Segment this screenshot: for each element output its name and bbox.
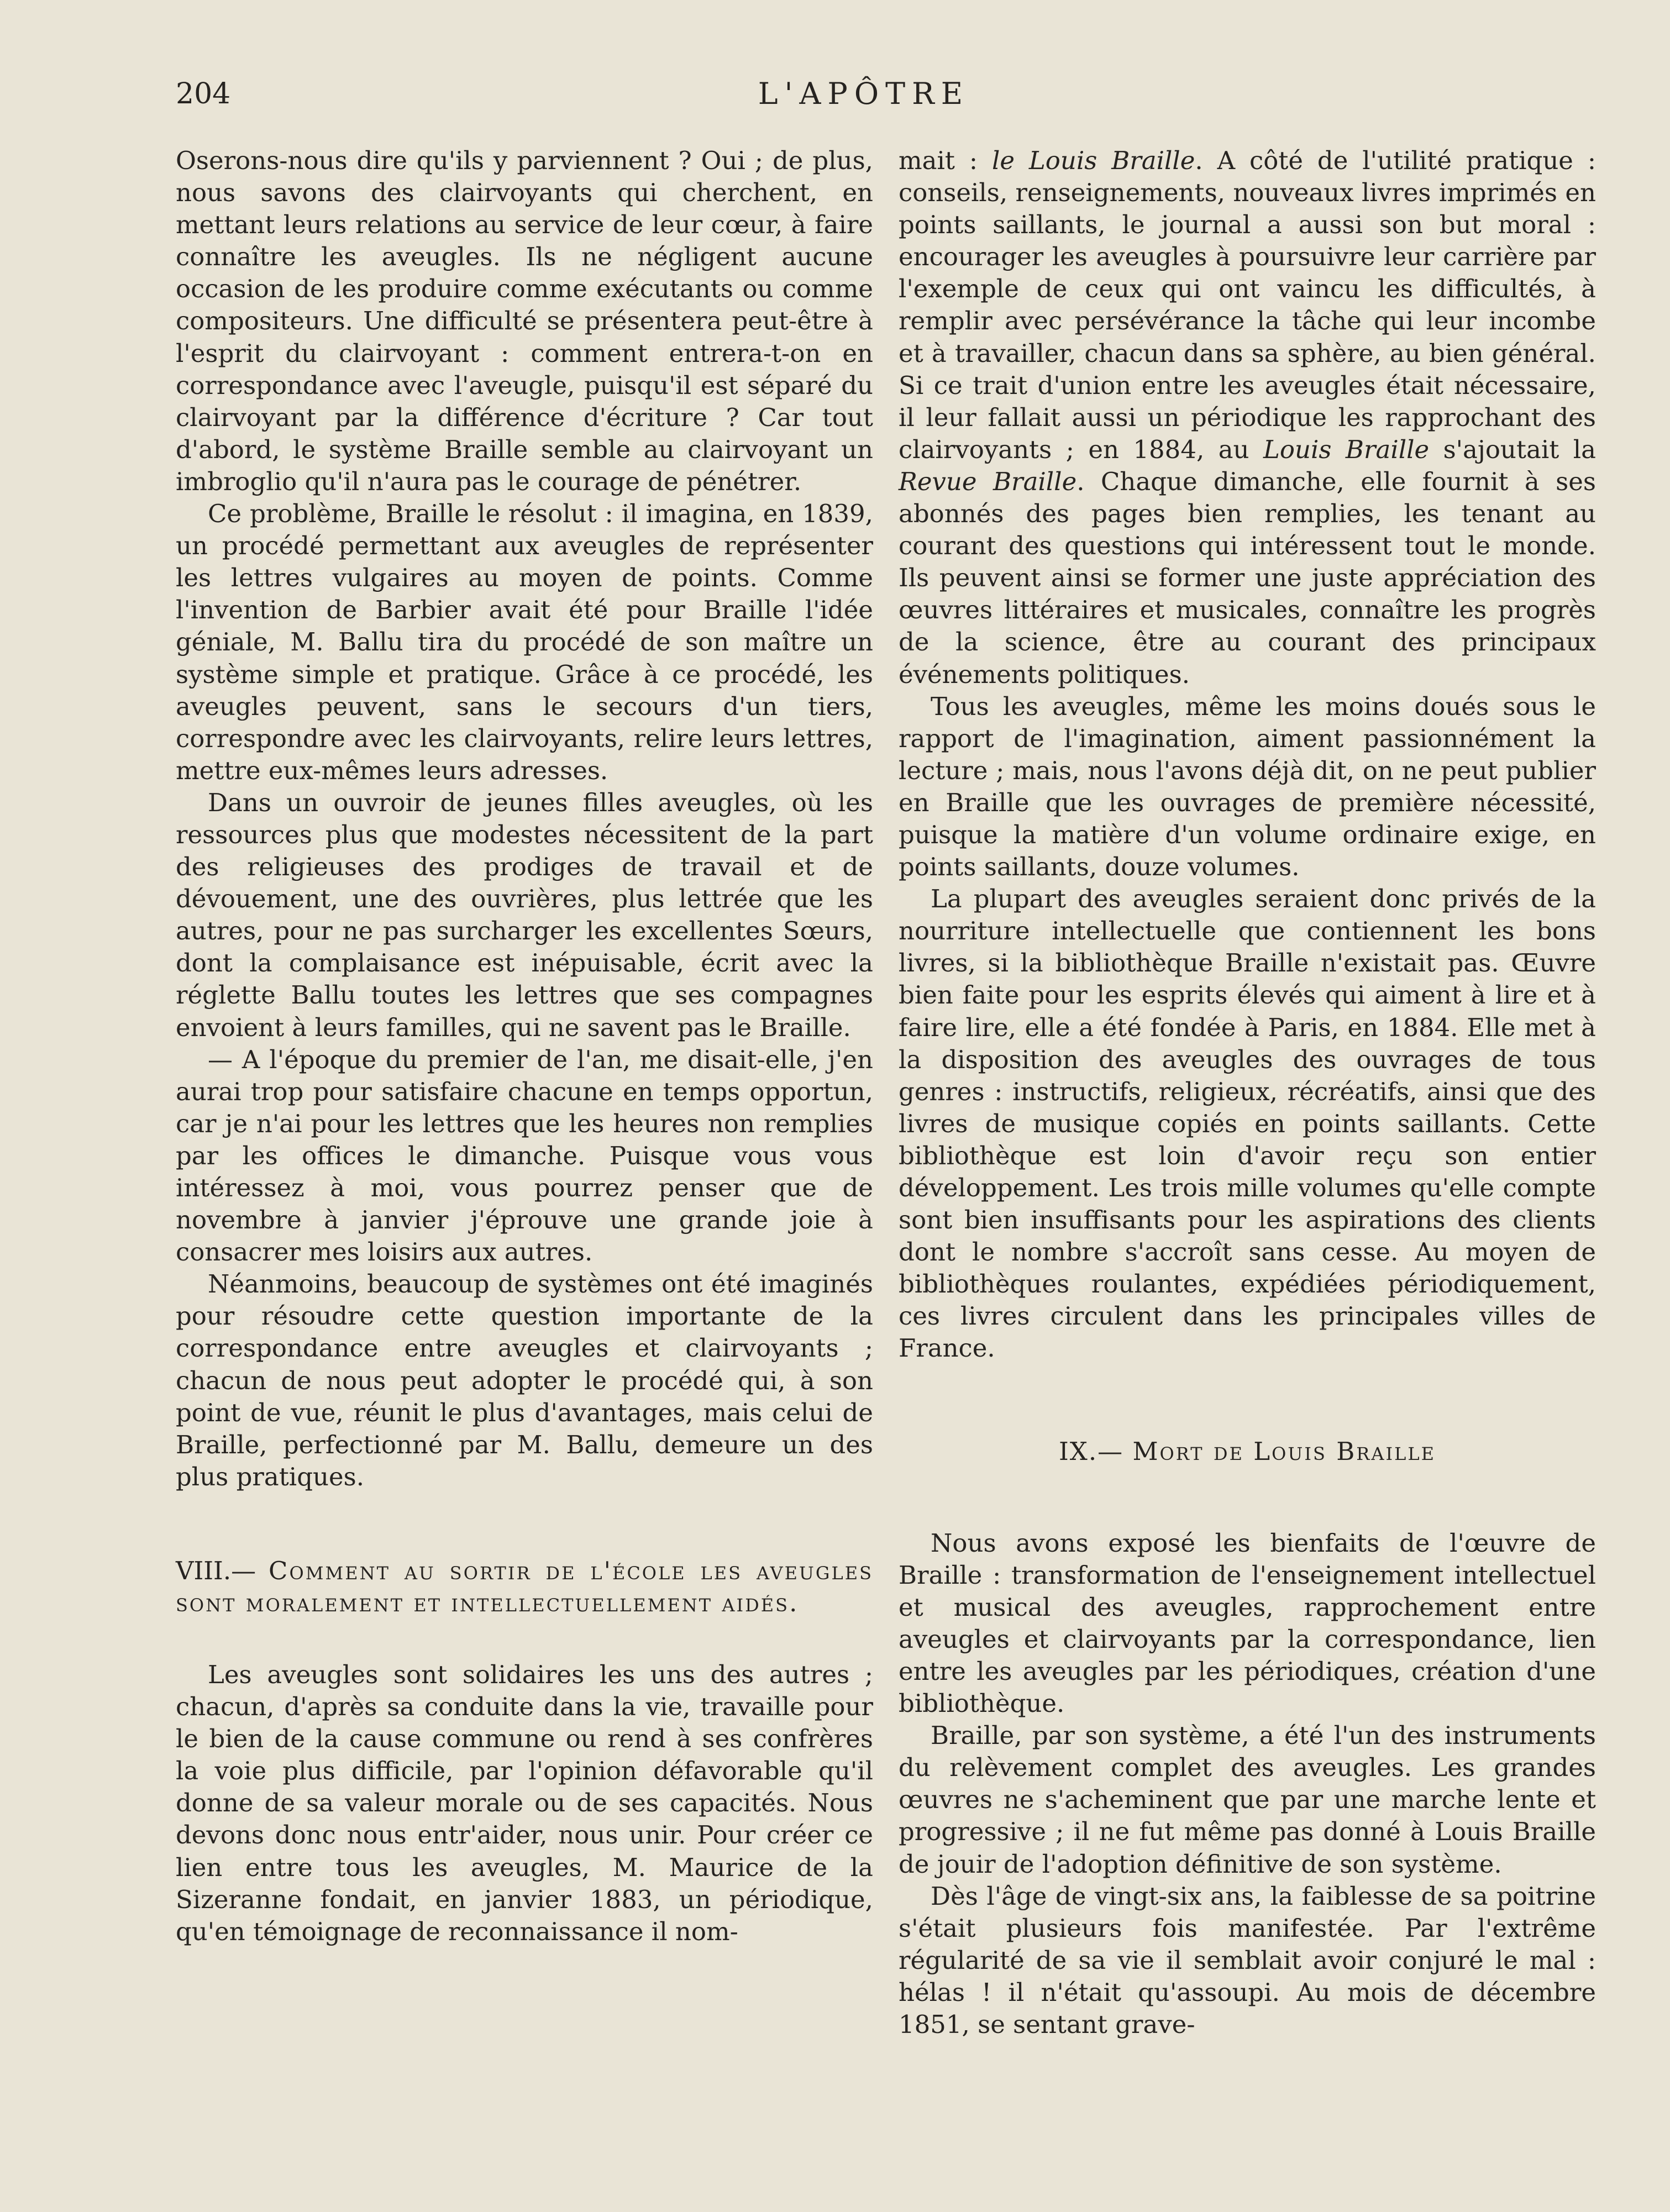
right-column bbox=[899, 145, 1596, 2041]
page-header bbox=[176, 66, 1552, 122]
paragraph: La plupart des aveugles seraient donc privés de la nourriture intellectuelle que contiennent les bons livres, si la bibliothèque Braille n'existait pas. Œuvre bien faite pour les esprits élevés qui aiment à lire et à faire lire, elle a été fondée à Paris, en 1884. Elle met à la disposition des aveugles des ouvrages de tous genres : instructifs, religieux, récréatifs, ainsi que des livres de musique copiés en points saillants. Cette bibliothèque est loin d'avoir reçu son entier développement. Les trois mille volumes qu'elle compte sont bien insuffisants pour les aspirations des clients dont le nombre s'accroît sans cesse. Au moyen de bibliothèques roulantes, expédiées périodiquement, ces livres circulent dans les principales villes de France. bbox=[899, 884, 1596, 1363]
section-number: IX.— bbox=[1059, 1436, 1133, 1466]
journal-title: Louis Braille bbox=[1263, 434, 1430, 464]
page-number: 204 bbox=[176, 77, 231, 111]
journal-title: le Louis Braille bbox=[991, 146, 1195, 175]
paragraph: Les aveugles sont solidaires les uns des autres ; chacun, d'après sa conduite dans la vie, travaille pour le bien de la cause commune ou rend à ses confrères la voie plus difficile, par l'opinion défavorable qu'il donne de sa valeur morale ou de ses capacités. Nous devons donc nous entr'aider, nous unir. Pour créer ce lien entre tous les aveugles, M. Maurice de la Sizeranne fondait, en janvier 1883, un périodique, qu'en témoignage de reconnaissance il nom- bbox=[176, 1659, 873, 1946]
text-run: . Chaque dimanche, elle fournit à ses abonnés des pages bien remplies, les tenant au courant des questions qui intéressent tout le monde. Ils peuvent ainsi se former une juste appréciation des œuvres littéraires et musicales, connaître les progrès de la science, être au courant des principaux événements politiques. bbox=[899, 466, 1596, 689]
journal-title: Revue Braille bbox=[899, 466, 1077, 496]
text-run: mait : bbox=[899, 146, 992, 175]
paragraph: Oserons-nous dire qu'ils y parviennent ? Oui ; de plus, nous savons des clairvoyants qui cherchent, en mettant leurs relations au service de leur cœur, à faire connaître les aveugles. Ils ne négligent aucune occasion de les produire comme exécutants ou comme compositeurs. Une difficulté se présentera peut-être à l'esprit du clairvoyant : comment entrera-t-on en correspondance avec l'aveugle, puisqu'il est séparé du clairvoyant par la différence d'écriture ? Car tout d'abord, le système Braille semble au clairvoyant un imbroglio qu'il n'aura pas le courage de pénétrer. bbox=[176, 146, 873, 496]
paragraph bbox=[899, 145, 1596, 691]
section-heading-ix bbox=[899, 1436, 1596, 1468]
paragraph: Néanmoins, beaucoup de systèmes ont été imaginés pour résoudre cette question importante de la correspondance entre aveugles et clairvoyants ; chacun de nous peut adopter le procédé qui, à son point de vue, réunit le plus d'avantages, mais celui de Braille, perfectionné par M. Ballu, demeure un des plus pratiques. bbox=[176, 1269, 873, 1491]
running-title: L'APÔTRE bbox=[758, 76, 970, 111]
paragraph: Ce problème, Braille le résolut : il imagina, en 1839, un procédé permettant aux aveugles de représenter les lettres vulgaires au moyen de points. Comme l'invention de Barbier avait été pour Braille l'idée géniale, M. Ballu tira du procédé de son maître un système simple et pratique. Grâce à ce procédé, les aveugles peuvent, sans le secours d'un tiers, correspondre avec les clairvoyants, relire leurs lettres, mettre eux-mêmes leurs adresses. bbox=[176, 499, 873, 785]
paragraph: Braille, par son système, a été l'un des instruments du relèvement complet des aveugles. Les grandes œuvres ne s'acheminent que par une marche lente et progressive ; il ne fut même pas donné à Louis Braille de jouir de l'adoption définitive de son système. bbox=[899, 1721, 1596, 1879]
left-column bbox=[176, 145, 873, 1948]
section-title: Comment au sortir de l'école les aveugles sont moralement et intellectuellement aidés. bbox=[176, 1556, 873, 1617]
text-run: . A côté de l'utilité pratique : conseils, renseignements, nouveaux livres imprimés en points saillants, le journal a aussi son but moral : encourager les aveugles à poursuivre leur carrière par l'exemple de ceux qui ont vaincu les difficultés, à remplir avec persévérance la tâche qui leur incombe et à travailler, chacun dans sa sphère, au bien général. Si ce trait d'union entre les aveugles était nécessaire, il leur fallait aussi un périodique les rapprochant des clairvoyants ; en 1884, au bbox=[899, 146, 1596, 464]
text-run: s'ajoutait la bbox=[1429, 434, 1596, 464]
paragraph: Nous avons exposé les bienfaits de l'œuvre de Braille : transformation de l'enseignement intellectuel et musical des aveugles, rapprochement entre aveugles et clairvoyants par la correspondance, lien entre les aveugles par les périodiques, création d'une bibliothèque. bbox=[899, 1528, 1596, 1719]
section-title: Mort de Louis Braille bbox=[1132, 1436, 1436, 1466]
paragraph: Dès l'âge de vingt-six ans, la faiblesse de sa poitrine s'était plusieurs fois manifestée. Par l'extrême régularité de sa vie il semblait avoir conjuré le mal : hélas ! il n'était qu'assoupi. Au mois de décembre 1851, se sentant grave- bbox=[899, 1881, 1596, 2039]
section-number: VIII.— bbox=[176, 1556, 269, 1585]
paragraph: Tous les aveugles, même les moins doués sous le rapport de l'imagination, aiment passionnément la lecture ; mais, nous l'avons déjà dit, on ne peut publier en Braille que les ouvrages de première nécessité, puisque la matière d'un volume ordinaire exige, en points saillants, douze volumes. bbox=[899, 691, 1596, 882]
paragraph-dialogue: — A l'époque du premier de l'an, me disait-elle, j'en aurai trop pour satisfaire chacune en temps opportun, car je n'ai pour les lettres que les heures non remplies par les offices le dimanche. Puisque vous vous intéressez à moi, vous pourrez penser que de novembre à janvier j'éprouve une grande joie à consacrer mes loisirs aux autres. bbox=[176, 1044, 873, 1267]
section-heading-viii bbox=[176, 1555, 873, 1619]
paragraph: Dans un ouvroir de jeunes filles aveugles, où les ressources plus que modestes nécessitent de la part des religieuses des prodiges de travail et de dévouement, une des ouvrières, plus lettrée que les autres, pour ne pas surcharger les excellentes Sœurs, dont la complaisance est inépuisable, écrit avec la réglette Ballu toutes les lettres que ses compagnes envoient à leurs familles, qui ne savent pas le Braille. bbox=[176, 787, 873, 1042]
